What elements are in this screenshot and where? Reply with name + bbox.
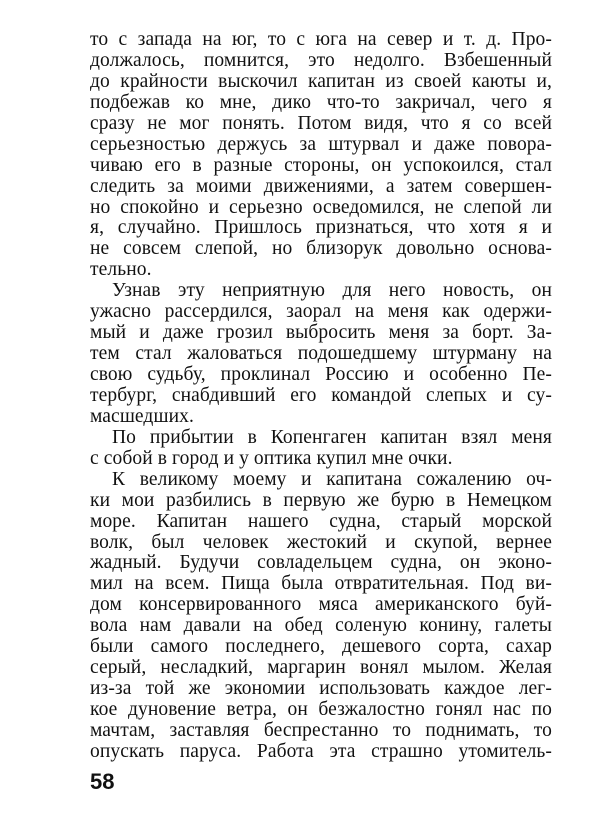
text-line: жадный. Будучи совладельцем судна, он эконо- [90,552,552,574]
text-line: тельно. [90,259,152,281]
text-line: дом консервированного мяса американского буй- [90,594,552,616]
text-line: свою судьбу, проклинал Россию и особенно Пе- [90,364,552,385]
text-line: из-за той же экономии использовать каждое лег- [90,678,552,700]
text-line: По прибытии в Копенгаген капитан взял меня [112,426,552,448]
text-line: должалось, помнится, это недолго. Взбешенный [90,49,552,71]
text-line: тем стал жаловаться подошедшему штурману на [90,343,552,365]
text-line: масшедших. [90,405,194,427]
text-line: мачтам, заставляя беспрестанно то поднимать, то [90,719,552,741]
text-line: с собой в город и у оптика купил мне очки. [90,447,453,469]
text-line: то с запада на юг, то с юга на север и т. д. Про- [90,29,552,50]
text-line: опускать паруса. Работа эта страшно утомитель- [90,740,552,762]
text-line: вола нам давали на обед соленую конину, галеты [90,615,552,637]
text-line: я, случайно. Пришлось признаться, что хотя я и [90,217,552,239]
text-line: Узнав эту неприятную для него новость, он [112,280,552,302]
text-line: волк, был человек жестокий и скупой, вернее [90,531,552,553]
text-line: серьезностью держусь за штурвал и даже повора- [90,133,552,155]
text-line: ужасно рассердился, заорал на меня как одержи- [90,301,552,323]
text-line: тербург, снабдивший его командой слепых и су- [90,384,552,406]
text-line: море. Капитан нашего судна, старый морской [90,510,552,532]
page-number: 58 [90,769,115,794]
text-line: не совсем слепой, но близорук довольно основа- [90,238,552,260]
text-line: но спокойно и серьезно осведомился, не слепой ли [90,196,552,218]
text-line: мил на всем. Пища была отвратительная. Под ви- [90,573,552,595]
text-line: кое дуновение ветра, он безжалостно гонял нас по [90,699,552,720]
text-line: К великому моему и капитана сожалению оч- [112,468,552,490]
text-line: были самого последнего, дешевого сорта, сахар [90,636,552,658]
page-text-body [90,30,552,763]
text-line: до крайности выскочил капитан из своей каюты и, [90,70,552,92]
text-line: мый и даже грозил выбросить меня за борт. За- [90,322,552,344]
text-line: ки мои разбились в первую же бурю в Немецком [90,489,552,511]
text-line: следить за моими движениями, а затем совершен- [90,175,552,197]
text-line: сразу не мог понять. Потом видя, что я со всей [90,112,552,134]
text-line: серый, несладкий, маргарин вонял мылом. Желая [90,657,552,679]
text-line: чиваю его в разные стороны, он успокоился, стал [90,154,552,176]
text-line: подбежав ко мне, дико что-то закричал, чего я [90,91,552,113]
